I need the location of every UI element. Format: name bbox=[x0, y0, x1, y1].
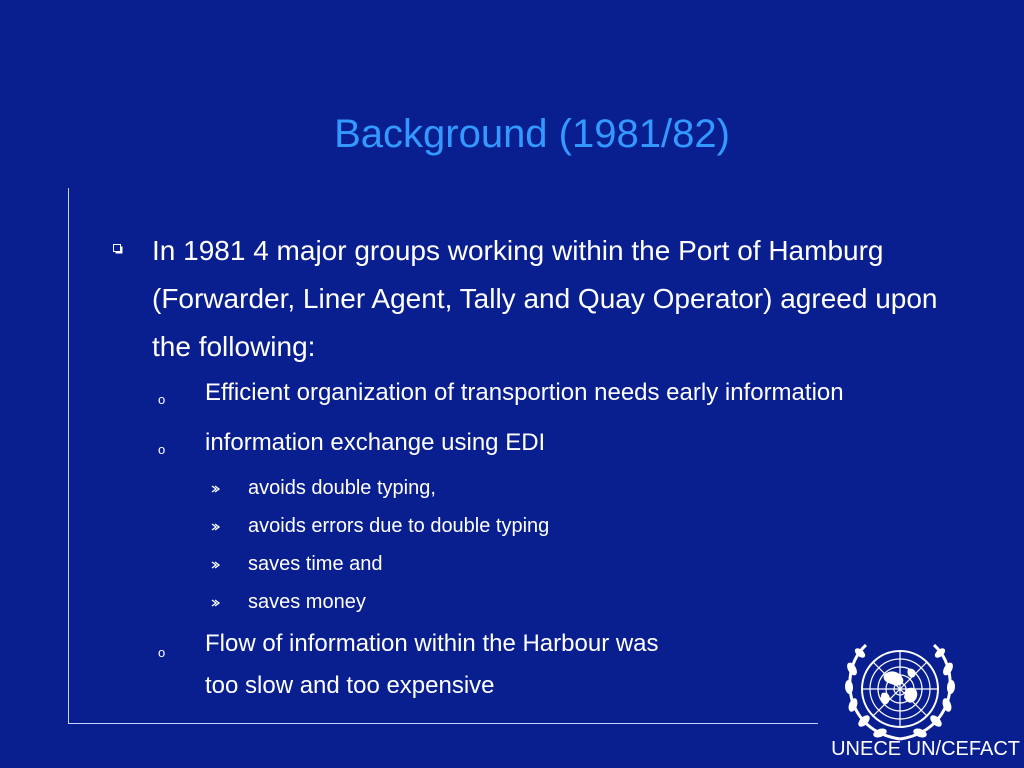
arrowhead-bullet-icon bbox=[210, 522, 220, 532]
arrowhead-bullet-icon bbox=[210, 598, 220, 608]
sub-point-marker: o bbox=[158, 645, 166, 660]
benefit-text: saves time and bbox=[248, 553, 383, 575]
united-nations-emblem-icon bbox=[844, 639, 956, 744]
sub-point-marker: o bbox=[158, 392, 166, 407]
benefit-text: saves money bbox=[248, 591, 366, 613]
frame-left-rule bbox=[68, 188, 69, 723]
slide-title: Background (1981/82) bbox=[334, 112, 730, 156]
frame-bottom-rule bbox=[68, 723, 818, 724]
footer-organization: UNECE UN/CEFACT bbox=[831, 738, 1020, 760]
sub-point-marker: o bbox=[158, 442, 166, 457]
benefit-text: avoids double typing, bbox=[248, 477, 436, 499]
sub-point-text: information exchange using EDI bbox=[205, 429, 546, 456]
hollow-square-bullet-icon bbox=[113, 244, 123, 254]
sub-point-text: Efficient organization of transportion needs early information bbox=[205, 379, 844, 406]
benefit-text: avoids errors due to double typing bbox=[248, 515, 550, 537]
sub-point-text: Flow of information within the Harbour was bbox=[205, 630, 659, 657]
arrowhead-bullet-icon bbox=[210, 560, 220, 570]
arrowhead-bullet-icon bbox=[210, 484, 220, 494]
main-point-text: In 1981 4 major groups working within the Port of Hamburg (Forwarder, Liner Agent, Tally and Quay Operator) agreed upon the following: bbox=[152, 235, 938, 362]
sub-point-text-continued: too slow and too expensive bbox=[205, 672, 495, 699]
